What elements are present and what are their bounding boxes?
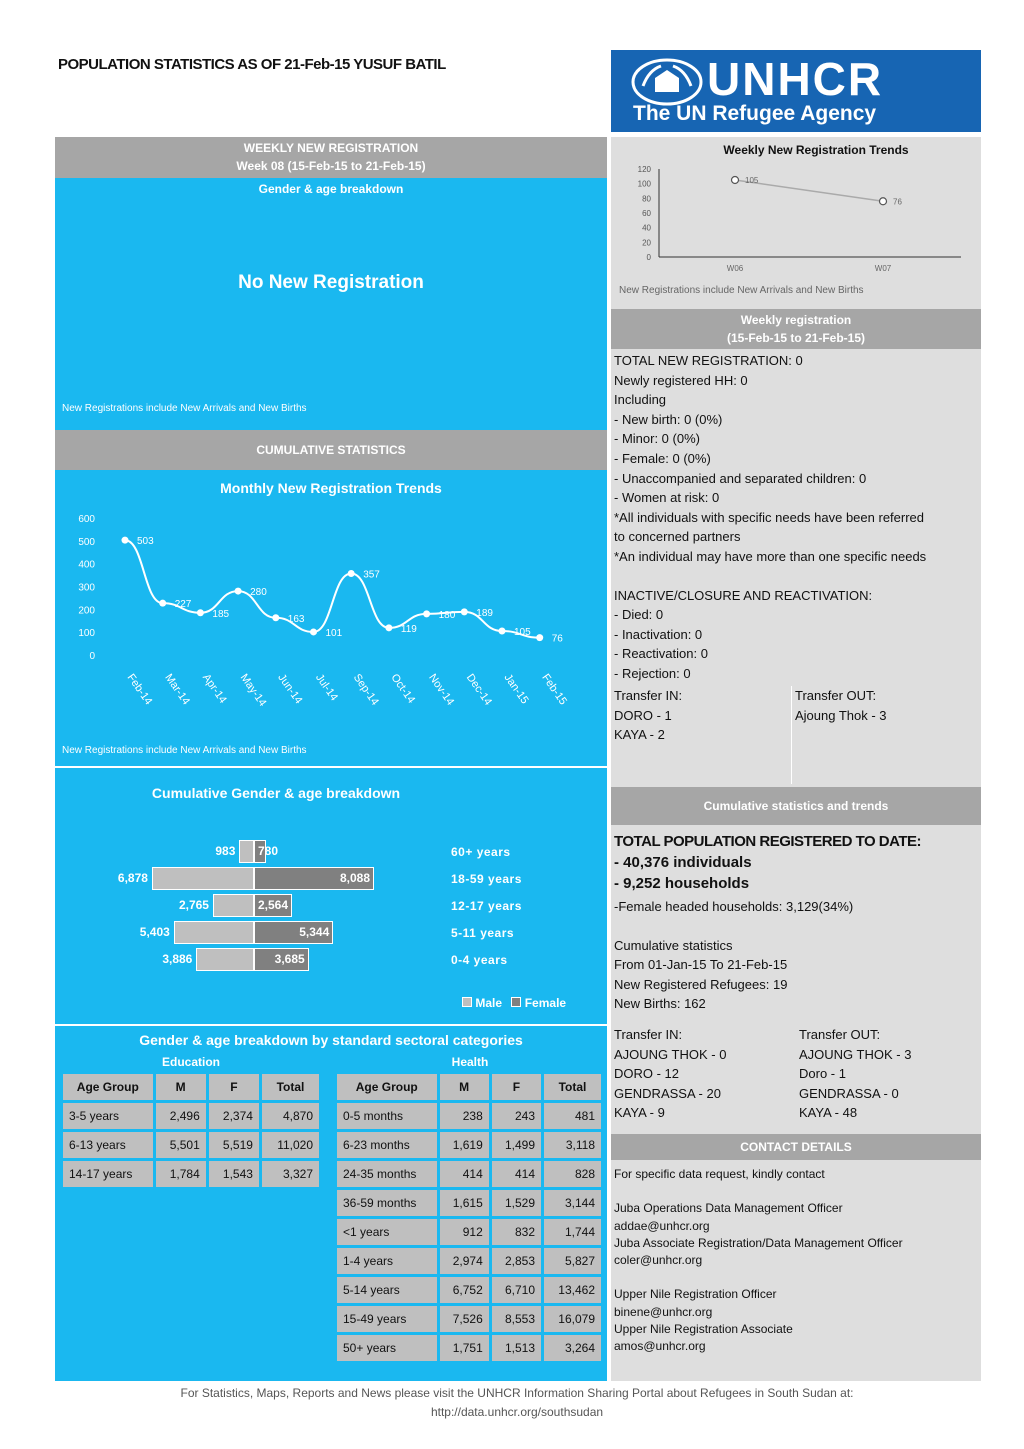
monthly-point	[423, 610, 430, 617]
health-cell: 1,529	[490, 1189, 542, 1218]
table-row	[336, 1160, 603, 1189]
transfer-in-title: Transfer IN:	[614, 688, 683, 703]
gender-age-pyramid	[55, 835, 607, 980]
pyramid-label-male: 2,765	[178, 898, 209, 912]
health-cell: 50+ years	[336, 1334, 439, 1363]
section-divider	[55, 766, 607, 768]
weekly-transfer-out	[795, 686, 887, 725]
page-title: POPULATION STATISTICS AS OF 21-Feb-15 YUSUF BATIL	[58, 56, 446, 73]
monthly-xtick: Sep-14	[350, 671, 381, 708]
cum-transfer-in-item: DORO - 12	[614, 1066, 680, 1082]
weekly-point	[880, 198, 887, 205]
weekly-registration-details	[614, 351, 978, 684]
health-cell: 238	[438, 1102, 490, 1131]
health-cell: 7,526	[438, 1305, 490, 1334]
monthly-chart-title: Monthly New Registration Trends	[220, 480, 442, 496]
monthly-point	[159, 600, 166, 607]
pyramid-label-male: 5,403	[139, 925, 170, 939]
monthly-note: New Registrations include New Arrivals and New Births	[62, 745, 307, 756]
health-cell: 13,462	[543, 1276, 603, 1305]
cumulative-stat-line: New Registered Refugees: 19	[614, 976, 788, 992]
monthly-xtick: Apr-14	[199, 671, 229, 706]
weekly-registration-line: - Women at risk: 0	[614, 490, 720, 506]
weekly-ytick: 40	[642, 223, 651, 233]
pyramid-label-female: 8,088	[339, 871, 370, 885]
footer-text: For Statistics, Maps, Reports and News please visit the UNHCR Information Sharing Portal about Refugees in South Sudan at:	[180, 1386, 854, 1400]
cumulative-trends-details	[614, 831, 978, 1014]
pyramid-label-female: 5,344	[299, 925, 330, 939]
total-households: - 9,252 households	[614, 875, 750, 892]
table-row	[336, 1247, 603, 1276]
weekly-xtick: W06	[726, 264, 744, 273]
education-cell: 6-13 years	[62, 1131, 155, 1160]
pyramid-category-label: 0-4 years	[451, 953, 508, 967]
education-cell: 3,327	[260, 1160, 320, 1189]
transfer-in-item: KAYA - 2	[614, 727, 665, 743]
logo-name: UNHCR	[707, 53, 884, 105]
weekly-registration-line: Including	[614, 392, 667, 408]
health-table	[334, 1071, 604, 1364]
transfer-out-title: Transfer OUT:	[795, 688, 877, 703]
monthly-data-label: 357	[363, 569, 380, 581]
footer-link[interactable]: http://data.unhcr.org/southsudan	[430, 1405, 604, 1419]
cumulative-stat-line: From 01-Jan-15 To 21-Feb-15	[614, 957, 788, 973]
monthly-ytick: 500	[78, 536, 95, 548]
monthly-xtick: Dec-14	[463, 671, 495, 708]
weekly-registration-line: *An individual may have more than one specific needs	[614, 548, 927, 564]
monthly-data-label: 280	[250, 587, 267, 599]
pyramid-category-label: 60+ years	[451, 845, 511, 859]
monthly-data-label: 101	[325, 627, 343, 639]
transfer-out-item: Ajoung Thok - 3	[795, 707, 887, 723]
health-cell: 414	[438, 1160, 490, 1189]
education-cell: 11,020	[260, 1131, 320, 1160]
health-cell: 36-59 months	[336, 1189, 439, 1218]
cumulative-transfer-out	[799, 1025, 911, 1123]
pyramid-label-male: 983	[215, 844, 236, 858]
education-header-cell: Age Group	[62, 1073, 155, 1102]
education-cell: 2,496	[154, 1102, 207, 1131]
table-row	[336, 1131, 603, 1160]
monthly-data-label: 76	[551, 633, 563, 645]
weekly-ytick: 120	[637, 165, 651, 174]
health-cell: 3,118	[543, 1131, 603, 1160]
monthly-series-line	[125, 540, 540, 637]
pyramid-label-female: 3,685	[274, 952, 305, 966]
monthly-point	[272, 614, 279, 621]
weekly-registration-line: - Minor: 0 (0%)	[614, 431, 700, 447]
monthly-xtick: Mar-14	[162, 671, 193, 708]
health-cell: 832	[490, 1218, 542, 1247]
table-row	[336, 1189, 603, 1218]
cumulative-stat-line: New Births: 162	[614, 996, 706, 1012]
pyramid-label-female: 2,564	[258, 898, 289, 912]
weekly-point	[732, 177, 739, 184]
contact-header: CONTACT DETAILS	[611, 1134, 981, 1160]
table-row	[336, 1102, 603, 1131]
contact-intro: For specific data request, kindly contact	[614, 1167, 825, 1181]
weekly-ytick: 20	[642, 238, 651, 248]
health-cell: <1 years	[336, 1218, 439, 1247]
health-header-cell: F	[490, 1073, 542, 1102]
education-cell: 1,784	[154, 1160, 207, 1189]
health-cell: 414	[490, 1160, 542, 1189]
monthly-point	[385, 624, 392, 631]
monthly-ytick: 400	[78, 559, 95, 571]
monthly-ytick: 100	[78, 628, 95, 640]
cum-transfer-out-item: GENDRASSA - 0	[799, 1085, 899, 1101]
legend-female: Female	[524, 996, 567, 1010]
education-label: Education	[161, 1055, 220, 1069]
contact-line: Upper Nile Registration Associate	[614, 1322, 793, 1337]
weekly-registration-line: - Female: 0 (0%)	[614, 450, 711, 466]
female-headed-households: -Female headed households: 3,129(34%)	[614, 899, 854, 914]
weekly-header-title: WEEKLY NEW REGISTRATION	[243, 141, 419, 155]
health-cell: 243	[490, 1102, 542, 1131]
education-cell: 5,501	[154, 1131, 207, 1160]
total-individuals: - 40,376 individuals	[614, 854, 752, 871]
monthly-data-label: 105	[514, 627, 531, 639]
monthly-point	[122, 537, 129, 544]
pyramid-legend	[462, 996, 566, 1010]
transfer-divider	[791, 686, 792, 784]
education-cell: 14-17 years	[62, 1160, 155, 1189]
weekly-registration-dates: (15-Feb-15 to 21-Feb-15)	[726, 331, 866, 345]
weekly-ytick: 0	[646, 253, 651, 262]
monthly-xtick: May-14	[237, 671, 269, 709]
health-cell: 5-14 years	[336, 1276, 439, 1305]
health-cell: 15-49 years	[336, 1305, 439, 1334]
health-cell: 1,513	[490, 1334, 542, 1363]
weekly-registration-line: - Rejection: 0	[614, 665, 691, 681]
monthly-point	[310, 628, 317, 635]
pyramid-bar-male	[152, 867, 254, 890]
weekly-subheader: Gender & age breakdown	[258, 182, 404, 196]
weekly-registration-line: to concerned partners	[614, 529, 741, 545]
monthly-point	[235, 588, 242, 595]
weekly-registration-title: Weekly registration	[740, 313, 852, 327]
footer	[0, 1384, 1024, 1422]
weekly-data-label: 76	[893, 197, 902, 207]
monthly-xtick: Feb-15	[539, 671, 570, 708]
health-cell: 16,079	[543, 1305, 603, 1334]
legend-female-swatch	[511, 997, 521, 1007]
health-cell: 1,744	[543, 1218, 603, 1247]
weekly-registration-line: - Inactivation: 0	[614, 626, 703, 642]
health-cell: 0-5 months	[336, 1102, 439, 1131]
table-row	[336, 1276, 603, 1305]
pyramid-category-label: 12-17 years	[451, 899, 522, 913]
monthly-point	[197, 609, 204, 616]
health-cell: 1,619	[438, 1131, 490, 1160]
health-header-cell: Age Group	[336, 1073, 439, 1102]
monthly-xtick: Nov-14	[426, 671, 457, 708]
sectoral-title: Gender & age breakdown by standard sectoral categories	[139, 1032, 523, 1048]
health-cell: 2,853	[490, 1247, 542, 1276]
health-header-cell: Total	[543, 1073, 603, 1102]
contact-details	[614, 1166, 978, 1356]
table-row	[62, 1102, 321, 1131]
contact-line: addae@unhcr.org	[614, 1218, 710, 1233]
weekly-registration-line: - Died: 0	[614, 607, 664, 623]
table-row	[62, 1131, 321, 1160]
cum-transfer-in-title: Transfer IN:	[614, 1027, 683, 1042]
education-header-cell: Total	[260, 1073, 320, 1102]
weekly-data-label: 105	[745, 176, 759, 185]
monthly-data-label: 163	[287, 613, 305, 625]
transfer-in-item: DORO - 1	[614, 707, 672, 723]
weekly-header-week: Week 08 (15-Feb-15 to 21-Feb-15)	[236, 159, 426, 173]
monthly-xtick: Oct-14	[388, 671, 418, 706]
weekly-registration-line: INACTIVE/CLOSURE AND REACTIVATION:	[614, 587, 873, 603]
health-cell: 1,499	[490, 1131, 542, 1160]
cum-transfer-out-item: AJOUNG THOK - 3	[799, 1046, 912, 1062]
pyramid-label-male: 3,886	[162, 952, 193, 966]
weekly-transfer-in	[614, 686, 682, 745]
table-row	[62, 1160, 321, 1189]
contact-line: Juba Associate Registration/Data Management Officer	[614, 1235, 903, 1250]
weekly-registration-header	[611, 309, 981, 349]
education-cell: 5,519	[207, 1131, 260, 1160]
monthly-point	[499, 628, 506, 635]
weekly-ytick: 80	[642, 194, 651, 204]
monthly-data-label: 185	[212, 608, 230, 620]
weekly-trend-chart	[611, 162, 981, 280]
unhcr-logo	[611, 50, 981, 132]
education-cell: 4,870	[260, 1102, 320, 1131]
monthly-point	[536, 634, 543, 641]
monthly-xtick: Jan-15	[501, 671, 531, 707]
cum-transfer-out-item: KAYA - 48	[799, 1105, 858, 1121]
monthly-data-label: 180	[438, 609, 456, 621]
table-row	[336, 1218, 603, 1247]
monthly-point	[348, 570, 355, 577]
contact-line: coler@unhcr.org	[614, 1253, 703, 1268]
health-cell: 2,974	[438, 1247, 490, 1276]
pyramid-category-label: 5-11 years	[451, 926, 515, 940]
weekly-xtick: W07	[874, 264, 892, 273]
cumulative-header: CUMULATIVE STATISTICS	[55, 430, 607, 470]
health-cell: 912	[438, 1218, 490, 1247]
pyramid-bar-male	[239, 840, 254, 863]
monthly-xtick: Jul-14	[313, 671, 341, 704]
unhcr-emblem-icon	[629, 56, 705, 108]
cum-transfer-in-item: AJOUNG THOK - 0	[614, 1046, 727, 1062]
health-cell: 828	[543, 1160, 603, 1189]
education-cell: 1,543	[207, 1160, 260, 1189]
weekly-registration-line: - New birth: 0 (0%)	[614, 411, 723, 427]
monthly-data-label: 119	[400, 623, 417, 635]
contact-line: amos@unhcr.org	[614, 1339, 706, 1354]
weekly-ytick: 60	[642, 209, 651, 218]
education-cell: 2,374	[207, 1102, 260, 1131]
weekly-registration-line: - Reactivation: 0	[614, 646, 708, 662]
education-table	[60, 1071, 322, 1190]
contact-line: binene@unhcr.org	[614, 1304, 713, 1319]
weekly-note: New Registrations include New Arrivals and New Births	[62, 403, 307, 414]
weekly-header	[55, 137, 607, 178]
health-cell: 1-4 years	[336, 1247, 439, 1276]
health-cell: 6,710	[490, 1276, 542, 1305]
health-cell: 1,751	[438, 1334, 490, 1363]
weekly-registration-line: TOTAL NEW REGISTRATION: 0	[614, 353, 803, 368]
table-row	[336, 1305, 603, 1334]
contact-line: Juba Operations Data Management Officer	[614, 1201, 843, 1216]
cum-transfer-in-item: KAYA - 9	[614, 1105, 665, 1121]
monthly-ytick: 600	[78, 514, 95, 525]
weekly-chart-note: New Registrations include New Arrivals and New Births	[619, 285, 864, 296]
pyramid-category-label: 18-59 years	[451, 872, 522, 886]
education-cell: 3-5 years	[62, 1102, 155, 1131]
monthly-xtick: Feb-14	[124, 671, 155, 708]
health-cell: 8,553	[490, 1305, 542, 1334]
pyramid-label-male: 6,878	[117, 871, 148, 885]
health-cell: 5,827	[543, 1247, 603, 1276]
no-new-registration: No New Registration	[238, 272, 424, 293]
education-header-cell: M	[154, 1073, 207, 1102]
monthly-trend-chart	[55, 505, 607, 730]
pyramid-bar-male	[174, 921, 254, 944]
monthly-ytick: 200	[78, 605, 95, 617]
monthly-data-label: 503	[137, 536, 154, 548]
health-cell: 3,144	[543, 1189, 603, 1218]
cum-transfer-out-item: Doro - 1	[799, 1066, 846, 1082]
health-cell: 3,264	[543, 1334, 603, 1363]
section-divider	[55, 1024, 607, 1026]
health-cell: 6,752	[438, 1276, 490, 1305]
contact-line: Upper Nile Registration Officer	[614, 1287, 777, 1302]
pyramid-label-female: 780	[258, 844, 279, 858]
weekly-registration-line: - Unaccompanied and separated children: 0	[614, 470, 867, 486]
health-cell: 24-35 months	[336, 1160, 439, 1189]
monthly-ytick: 300	[78, 582, 95, 594]
monthly-point	[461, 608, 468, 615]
health-cell: 6-23 months	[336, 1131, 439, 1160]
weekly-chart-title: Weekly New Registration Trends	[723, 143, 909, 157]
monthly-xtick: Jun-14	[275, 671, 305, 707]
cumulative-transfer-in	[614, 1025, 726, 1123]
pyramid-bar-male	[213, 894, 254, 917]
health-header-cell: M	[438, 1073, 490, 1102]
weekly-registration-line	[614, 567, 978, 586]
table-row	[336, 1334, 603, 1363]
health-cell: 481	[543, 1102, 603, 1131]
weekly-registration-line: Newly registered HH: 0	[614, 372, 748, 388]
education-header-cell: F	[207, 1073, 260, 1102]
cum-transfer-out-title: Transfer OUT:	[799, 1027, 881, 1042]
legend-male-swatch	[462, 997, 472, 1007]
health-label: Health	[451, 1055, 489, 1069]
health-cell: 1,615	[438, 1189, 490, 1218]
logo-tagline: The UN Refugee Agency	[633, 102, 877, 125]
cumulative-stat-line: Cumulative statistics	[614, 937, 733, 953]
cum-transfer-in-item: GENDRASSA - 20	[614, 1085, 721, 1101]
pyramid-bar-male	[196, 948, 254, 971]
monthly-ytick: 0	[89, 651, 95, 662]
total-population-title: TOTAL POPULATION REGISTERED TO DATE:	[614, 833, 922, 850]
cumulative-trends-header: Cumulative statistics and trends	[611, 787, 981, 825]
monthly-data-label: 189	[476, 607, 493, 619]
weekly-registration-line: *All individuals with specific needs have been referred	[614, 509, 925, 525]
contact-line	[614, 1269, 978, 1286]
weekly-ytick: 100	[637, 179, 651, 189]
monthly-data-label: 227	[174, 599, 192, 611]
legend-male: Male	[475, 996, 503, 1010]
pyramid-title: Cumulative Gender & age breakdown	[151, 785, 401, 801]
